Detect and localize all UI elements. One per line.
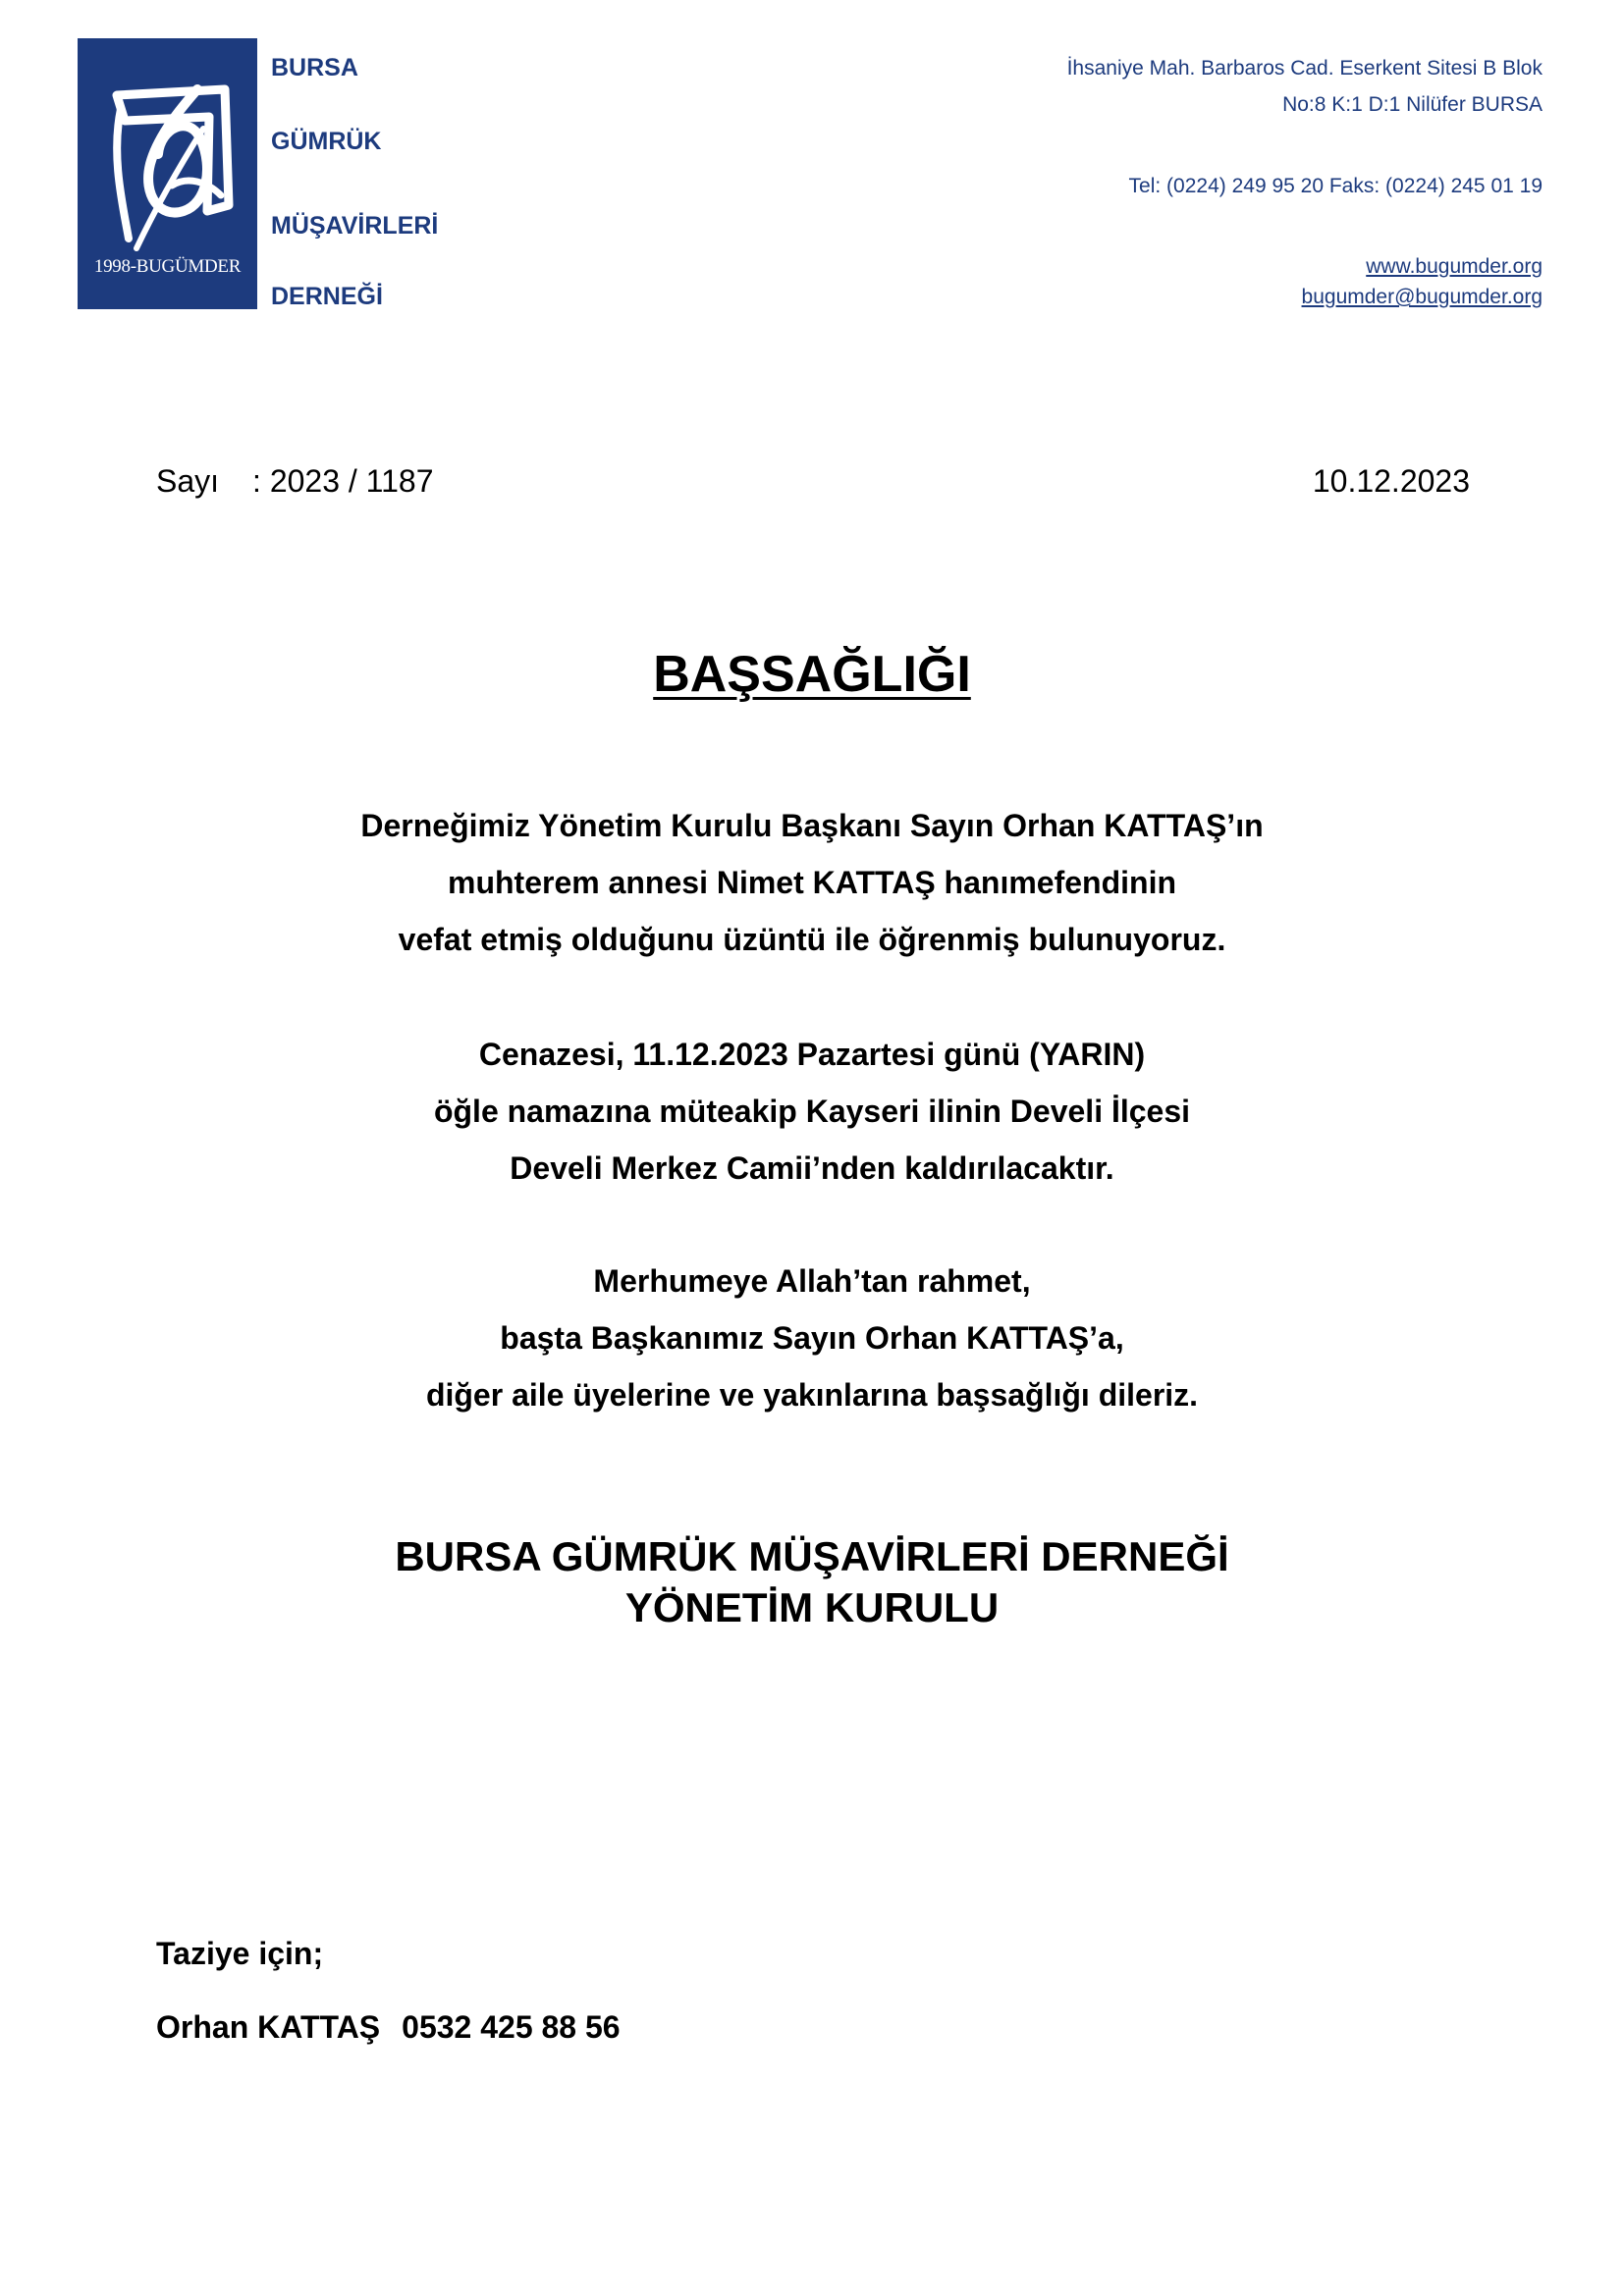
condolence-name: Orhan KATTAŞ	[156, 2009, 381, 2045]
email-link[interactable]: bugumder@bugumder.org	[1301, 286, 1543, 308]
paragraph-line: Merhumeye Allah’tan rahmet,	[593, 1263, 1031, 1299]
page-title	[0, 645, 1624, 704]
condolence-phone: 0532 425 88 56	[402, 2009, 621, 2045]
condolence-label: Taziye için;	[156, 1936, 324, 1971]
condolence-paragraph	[0, 1253, 1624, 1423]
phone-fax: Tel: (0224) 249 95 20 Faks: (0224) 245 01 19	[1128, 175, 1543, 197]
paragraph-line: başta Başkanımız Sayın Orhan KATTAŞ’a,	[500, 1320, 1124, 1356]
signature-line-1: BURSA GÜMRÜK MÜŞAVİRLERİ DERNEĞİ	[395, 1533, 1229, 1579]
reference-value: : 2023 / 1187	[252, 463, 434, 499]
page-title-text: BAŞSAĞLIĞI	[653, 646, 971, 703]
reference-number	[156, 463, 433, 500]
condolence-contact	[156, 2009, 621, 2046]
website-link[interactable]: www.bugumder.org	[1366, 255, 1543, 278]
org-name-line-2: GÜMRÜK	[271, 128, 382, 155]
org-name-line-3: MÜŞAVİRLERİ	[271, 212, 439, 240]
paragraph-line: Cenazesi, 11.12.2023 Pazartesi günü (YARIN)	[478, 1037, 1146, 1072]
org-name-line-4: DERNEĞİ	[271, 283, 383, 310]
paragraph-line: vefat etmiş olduğunu üzüntü ile öğrenmiş bulunuyoruz.	[398, 922, 1226, 957]
address-line-2: No:8 K:1 D:1 Nilüfer BURSA	[1282, 93, 1543, 116]
signature-line-2: YÖNETİM KURULU	[624, 1584, 1000, 1630]
paragraph-line: Derneğimiz Yönetim Kurulu Başkanı Sayın Orhan KATTAŞ’ın	[360, 808, 1264, 843]
reference-label: Sayı	[156, 463, 220, 499]
funeral-paragraph	[0, 1026, 1624, 1197]
announcement-paragraph	[0, 797, 1624, 968]
paragraph-line: muhterem annesi Nimet KATTAŞ hanımefendinin	[447, 865, 1176, 900]
paragraph-line: öğle namazına müteakip Kayseri ilinin Develi İlçesi	[433, 1094, 1191, 1129]
association-logo	[78, 38, 257, 309]
org-name-line-1: BURSA	[271, 54, 358, 81]
address-line-1: İhsaniye Mah. Barbaros Cad. Eserkent Sitesi B Blok	[1066, 57, 1543, 80]
logo-caption: 1998-BUGÜMDER	[93, 256, 242, 277]
signature-block	[0, 1531, 1624, 1633]
paragraph-line: diğer aile üyelerine ve yakınlarına başsağlığı dileriz.	[425, 1377, 1199, 1413]
paragraph-line: Develi Merkez Camii’nden kaldırılacaktır.	[510, 1150, 1114, 1186]
letter-date: 10.12.2023	[1312, 463, 1470, 499]
